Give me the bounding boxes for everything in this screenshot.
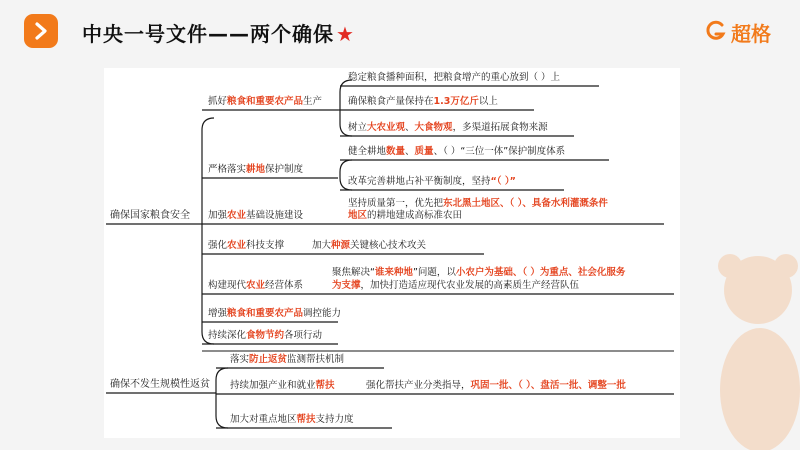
branch-food-security: 确保国家粮食安全 bbox=[110, 210, 190, 221]
leaf-big-agriculture: 树立大农业观、大食物观，多渠道拓展食物来源 bbox=[348, 122, 548, 133]
mascot-watermark bbox=[690, 250, 800, 450]
node-farmland-protection: 严格落实耕地保护制度 bbox=[208, 164, 304, 175]
mindmap-panel bbox=[104, 68, 680, 438]
node-infrastructure: 加强农业基础设施建设 bbox=[208, 210, 304, 221]
node-tech-support: 强化农业科技支撑 bbox=[208, 240, 285, 251]
leaf-balance-system: 改革完善耕地占补平衡制度，坚持“（ ）” bbox=[348, 176, 516, 187]
leaf-sowing-area: 稳定粮食播种面积，把粮食增产的重心放到（ ）上 bbox=[348, 72, 561, 83]
branch-prevent-poverty: 确保不发生规模性返贫 bbox=[110, 379, 210, 390]
leaf-high-standard-farmland: 地区的耕地建成高标准农田 bbox=[348, 210, 463, 221]
node-key-regions: 加大对重点地区帮扶支持力度 bbox=[230, 414, 354, 425]
star-icon: ★ bbox=[336, 22, 355, 46]
title-text: 中央一号文件——两个确保 bbox=[82, 22, 334, 46]
arrow-badge bbox=[24, 14, 58, 48]
node-grain-production: 抓好粮食和重要农产品生产 bbox=[208, 96, 323, 107]
chevron-right-icon bbox=[31, 21, 51, 41]
leaf-quality-first: 坚持质量第一，优先把东北黑土地区、（ ）、具备水利灌溉条件 bbox=[348, 198, 608, 209]
page-title bbox=[82, 18, 355, 47]
brand-name: 超格 bbox=[731, 22, 771, 46]
header-bar bbox=[0, 0, 800, 62]
node-regulation-capacity: 增强粮食和重要农产品调控能力 bbox=[208, 308, 342, 319]
node-operation-system: 构建现代农业经营体系 bbox=[208, 280, 304, 291]
node-food-saving: 持续深化食物节约各项行动 bbox=[208, 330, 323, 341]
leaf-who-farms: 聚焦解决“谁来种地”问题，以小农户为基础、（ ）为重点、社会化服务 bbox=[332, 267, 626, 278]
node-industry-employment: 持续加强产业和就业帮扶 bbox=[230, 380, 335, 391]
leaf-seed-source: 加大种源关键核心技术攻关 bbox=[312, 240, 427, 251]
node-monitoring: 落实防止返贫监测帮扶机制 bbox=[230, 354, 345, 365]
brand-logo-icon bbox=[705, 20, 727, 42]
leaf-grain-output: 确保粮食产量保持在1.3万亿斤以上 bbox=[348, 96, 498, 107]
leaf-support-team: 为支撑，加快打造适应现代农业发展的高素质生产经营队伍 bbox=[332, 280, 580, 291]
leaf-industry-guidance: 强化帮扶产业分类指导，巩固一批、（ ）、盘活一批、调整一批 bbox=[366, 380, 626, 391]
leaf-three-in-one: 健全耕地数量、质量、（ ）“三位一体”保护制度体系 bbox=[348, 146, 566, 157]
